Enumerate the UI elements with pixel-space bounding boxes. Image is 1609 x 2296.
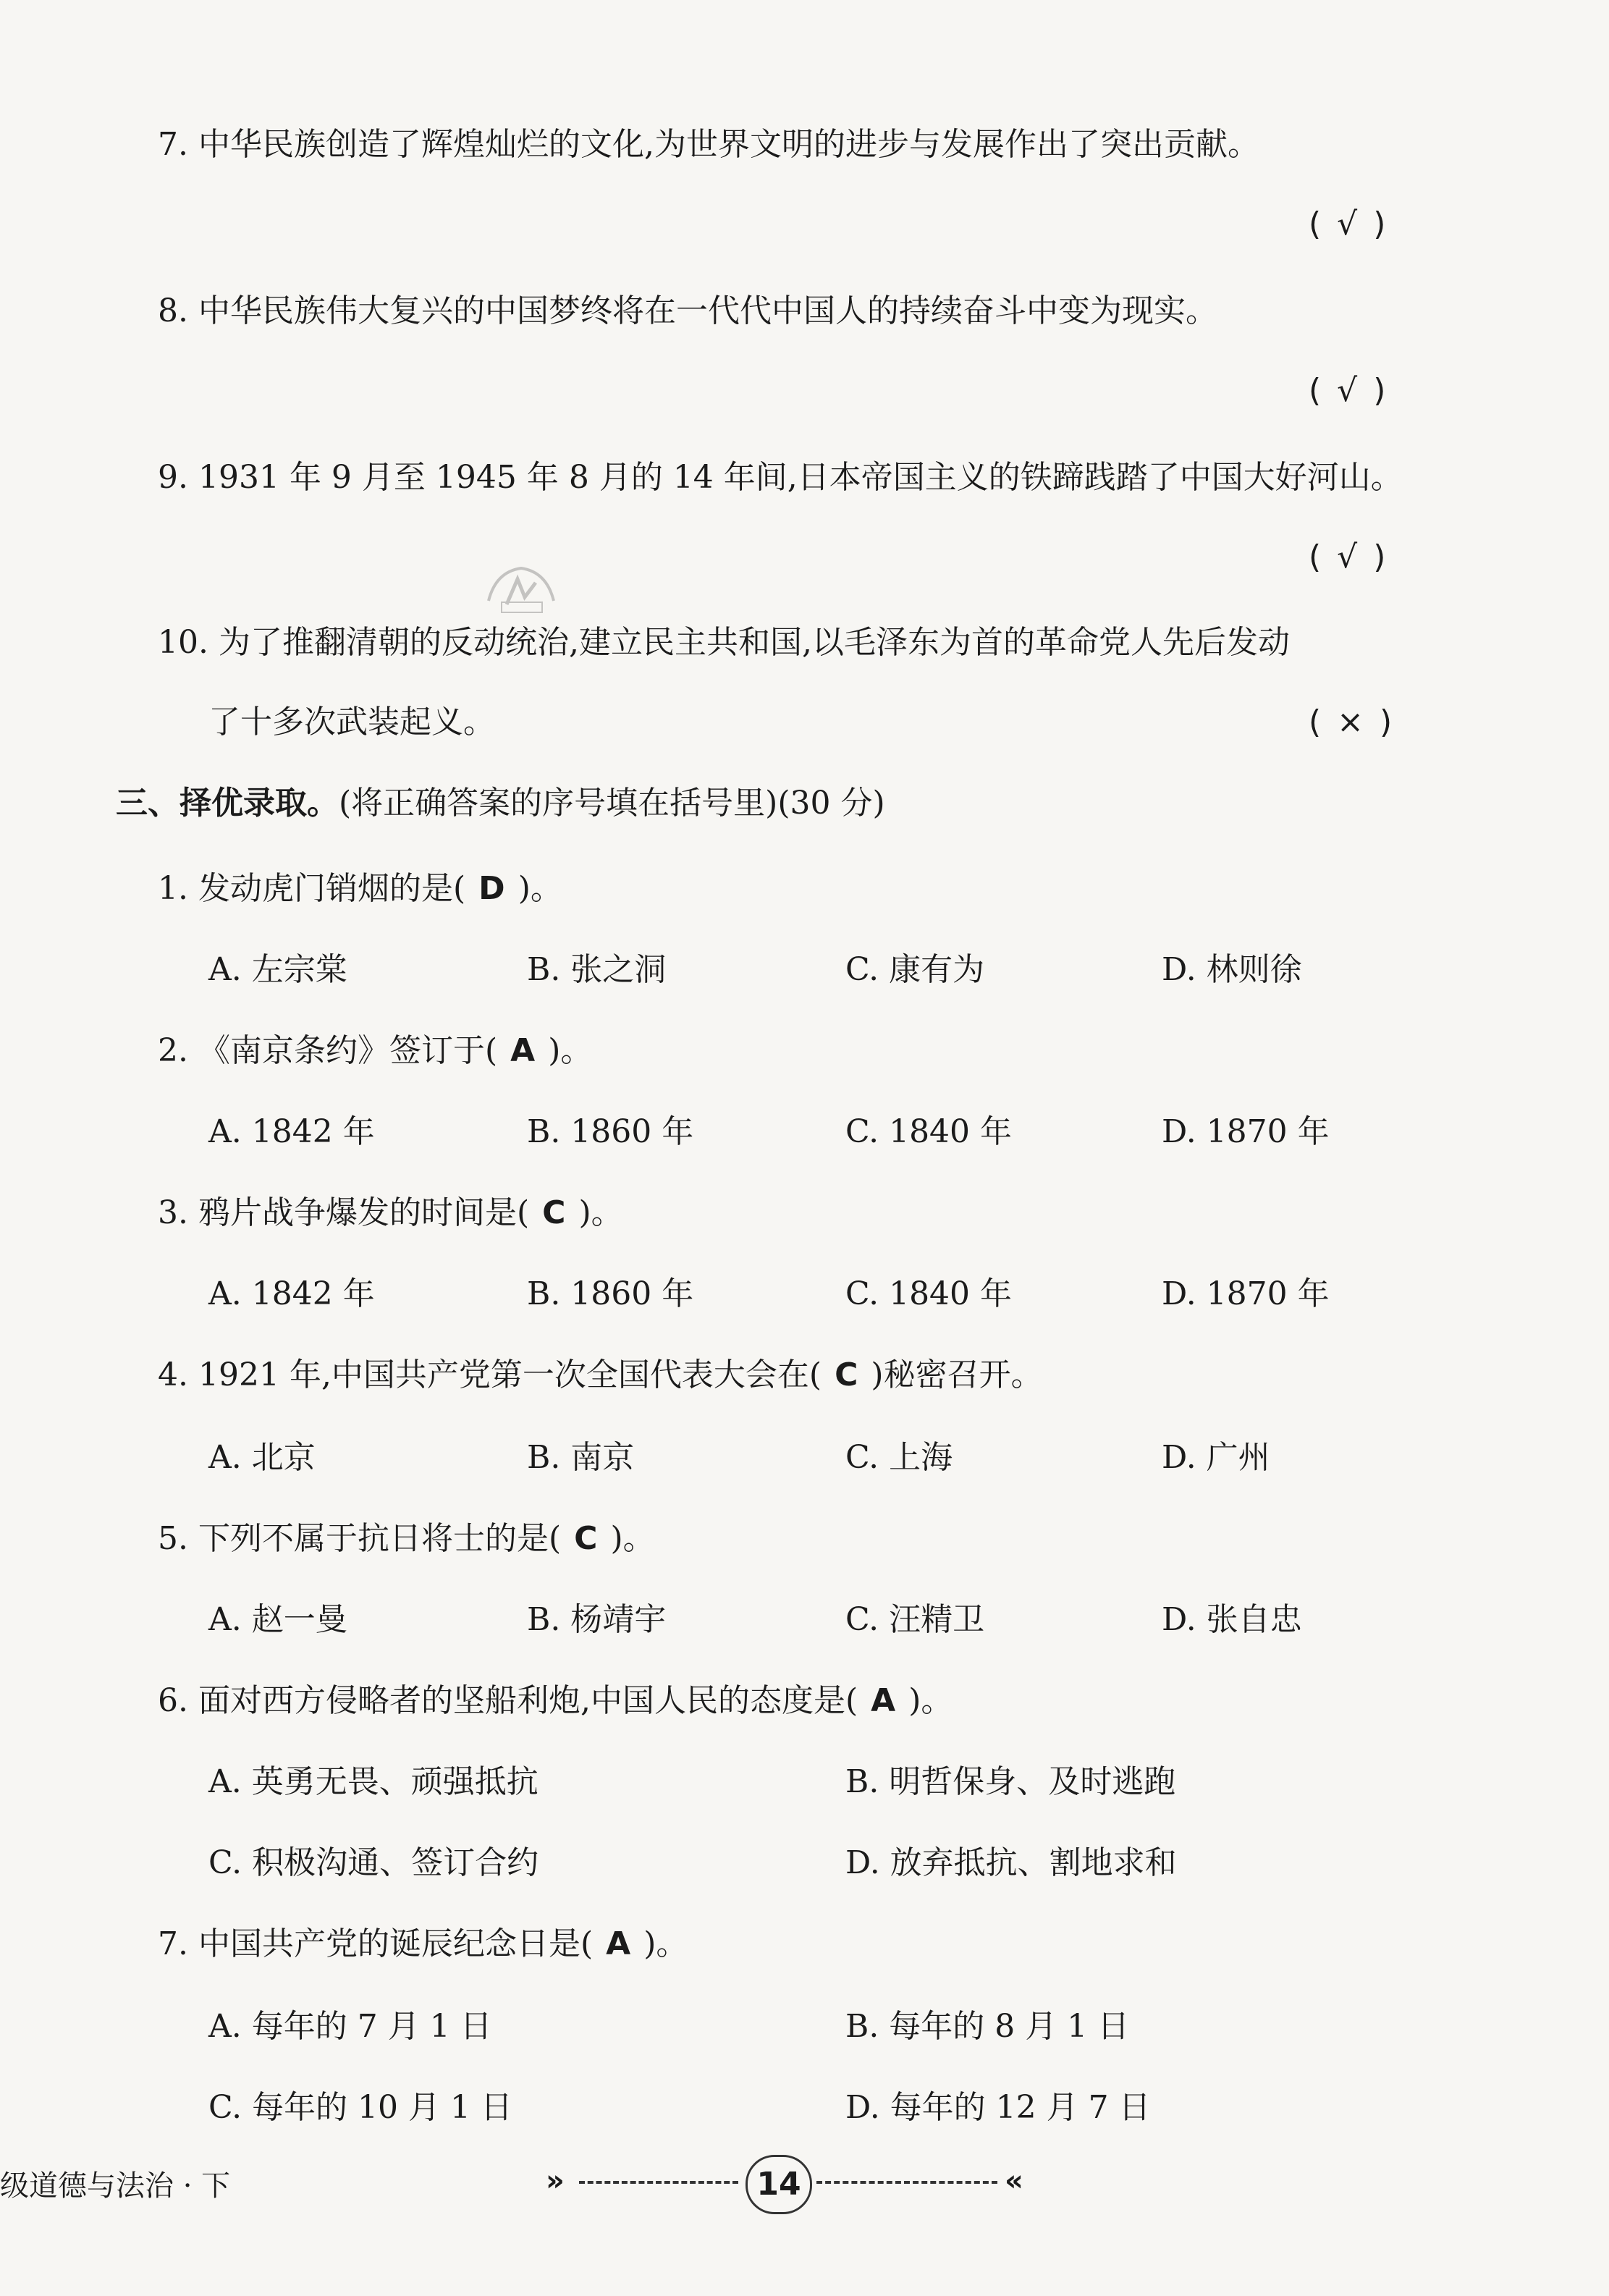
question-text-before: 发动虎门销烟的是( bbox=[198, 870, 466, 907]
option-b: B. 南京 bbox=[527, 1439, 635, 1476]
option-a: A. 1842 年 bbox=[208, 1275, 375, 1312]
question-number: 7. bbox=[158, 1925, 188, 1962]
question-text-after: )秘密召开。 bbox=[871, 1356, 1043, 1393]
judge-item-number: 7. bbox=[158, 126, 188, 163]
judge-item-9 bbox=[158, 456, 1403, 499]
choice-question-6 bbox=[158, 1679, 953, 1723]
question-answer: C bbox=[542, 1194, 566, 1231]
judge-item-text: 中华民族伟大复兴的中国梦终将在一代代中国人的持续奋斗中变为现实。 bbox=[198, 292, 1217, 329]
judge-item-text: 了十多次武装起义。 bbox=[208, 704, 495, 740]
option-a: A. 英勇无畏、顽强抵抗 bbox=[208, 1763, 539, 1800]
question-text-after: )。 bbox=[908, 1682, 953, 1719]
question-text-before: 鸦片战争爆发的时间是( bbox=[198, 1194, 530, 1231]
question-text-after: )。 bbox=[610, 1520, 655, 1557]
question-answer: A bbox=[510, 1032, 536, 1069]
option-c: C. 康有为 bbox=[845, 951, 985, 988]
section-title: 三、择优录取。 bbox=[116, 785, 339, 822]
option-c: C. 积极沟通、签订合约 bbox=[208, 1844, 539, 1881]
right-dashed-divider bbox=[816, 2181, 997, 2184]
choice-question-5 bbox=[158, 1517, 655, 1561]
judge-answer-mark: √ bbox=[1337, 372, 1358, 409]
question-answer: D bbox=[478, 870, 505, 907]
option-c: C. 每年的 10 月 1 日 bbox=[208, 2089, 512, 2126]
question-answer: A bbox=[871, 1682, 896, 1719]
question-number: 5. bbox=[158, 1520, 188, 1557]
option-b: B. 每年的 8 月 1 日 bbox=[845, 2008, 1130, 2045]
judge-answer-mark: × bbox=[1337, 704, 1364, 740]
option-c: C. 1840 年 bbox=[845, 1275, 1013, 1312]
judge-item-number: 8. bbox=[158, 292, 188, 329]
option-d: D. 每年的 12 月 7 日 bbox=[845, 2089, 1151, 2126]
option-c: C. 上海 bbox=[845, 1439, 953, 1476]
left-arrow-icon: » bbox=[546, 2164, 565, 2198]
question-text-before: 《南京条约》签订于( bbox=[198, 1032, 498, 1069]
option-a: A. 赵一曼 bbox=[208, 1601, 347, 1638]
question-number: 1. bbox=[158, 870, 188, 907]
judge-item-number: 10. bbox=[158, 624, 208, 661]
question-answer: C bbox=[835, 1356, 858, 1393]
judge-answer-mark: √ bbox=[1337, 539, 1358, 575]
question-text-after: )。 bbox=[643, 1925, 688, 1962]
option-b: B. 1860 年 bbox=[527, 1113, 694, 1150]
choice-question-2 bbox=[158, 1029, 592, 1073]
option-a: A. 左宗棠 bbox=[208, 951, 347, 988]
option-c: C. 汪精卫 bbox=[845, 1601, 985, 1638]
question-text-before: 面对西方侵略者的坚船利炮,中国人民的态度是( bbox=[198, 1682, 858, 1719]
choice-question-7 bbox=[158, 1923, 688, 1966]
right-arrow-icon: « bbox=[1005, 2164, 1023, 2198]
judge-item-text: 中华民族创造了辉煌灿烂的文化,为世界文明的进步与发展作出了突出贡献。 bbox=[198, 126, 1259, 163]
option-b: B. 杨靖宇 bbox=[527, 1601, 667, 1638]
choice-question-3 bbox=[158, 1191, 623, 1235]
question-answer: C bbox=[574, 1520, 598, 1557]
question-number: 2. bbox=[158, 1032, 188, 1069]
judge-answer-mark: √ bbox=[1337, 206, 1358, 242]
question-text-before: 下列不属于抗日将士的是( bbox=[198, 1520, 562, 1557]
choice-question-4 bbox=[158, 1354, 1043, 1397]
judge-item-7 bbox=[158, 123, 1259, 166]
option-d: D. 张自忠 bbox=[1162, 1601, 1302, 1638]
judge-answer-8: ( √ ) bbox=[1309, 369, 1385, 413]
section-3-header bbox=[116, 782, 885, 825]
question-text-before: 1921 年,中国共产党第一次全国代表大会在( bbox=[198, 1356, 822, 1393]
left-dashed-divider bbox=[579, 2181, 738, 2184]
option-b: B. 张之洞 bbox=[527, 951, 667, 988]
judge-item-10 bbox=[158, 621, 1290, 664]
judge-answer-7: ( √ ) bbox=[1309, 203, 1385, 246]
judge-item-10-continued bbox=[208, 701, 495, 744]
option-d: D. 1870 年 bbox=[1162, 1275, 1330, 1312]
option-d: D. 放弃抵抗、割地求和 bbox=[845, 1844, 1177, 1881]
judge-item-text: 1931 年 9 月至 1945 年 8 月的 14 年间,日本帝国主义的铁蹄践踏了中国大好河山。 bbox=[198, 459, 1403, 496]
footer-page-indicator bbox=[536, 2153, 1057, 2211]
page-number: 14 bbox=[746, 2155, 812, 2214]
section-instruction: (将正确答案的序号填在括号里)(30 分) bbox=[339, 785, 885, 822]
question-number: 4. bbox=[158, 1356, 188, 1393]
question-text-after: )。 bbox=[578, 1194, 623, 1231]
footer-subject: 级道德与法治 · 下 bbox=[0, 2169, 231, 2203]
option-c: C. 1840 年 bbox=[845, 1113, 1013, 1150]
choice-question-1 bbox=[158, 867, 562, 911]
option-a: A. 每年的 7 月 1 日 bbox=[208, 2008, 492, 2045]
option-a: A. 1842 年 bbox=[208, 1113, 375, 1150]
question-text-before: 中国共产党的诞辰纪念日是( bbox=[198, 1925, 594, 1962]
question-answer: A bbox=[606, 1925, 631, 1962]
option-b: B. 1860 年 bbox=[527, 1275, 694, 1312]
judge-answer-9: ( √ ) bbox=[1309, 536, 1385, 579]
question-text-after: )。 bbox=[548, 1032, 593, 1069]
option-a: A. 北京 bbox=[208, 1439, 316, 1476]
option-d: D. 林则徐 bbox=[1162, 951, 1302, 988]
question-number: 6. bbox=[158, 1682, 188, 1719]
option-d: D. 1870 年 bbox=[1162, 1113, 1330, 1150]
option-b: B. 明哲保身、及时逃跑 bbox=[845, 1763, 1176, 1800]
judge-item-number: 9. bbox=[158, 459, 188, 496]
judge-item-text: 为了推翻清朝的反动统治,建立民主共和国,以毛泽东为首的革命党人先后发动 bbox=[218, 624, 1290, 661]
judge-item-8 bbox=[158, 290, 1217, 333]
judge-answer-10: ( × ) bbox=[1309, 701, 1392, 744]
option-d: D. 广州 bbox=[1162, 1439, 1270, 1476]
stamp-watermark-icon bbox=[481, 557, 561, 622]
question-text-after: )。 bbox=[518, 870, 562, 907]
question-number: 3. bbox=[158, 1194, 188, 1231]
